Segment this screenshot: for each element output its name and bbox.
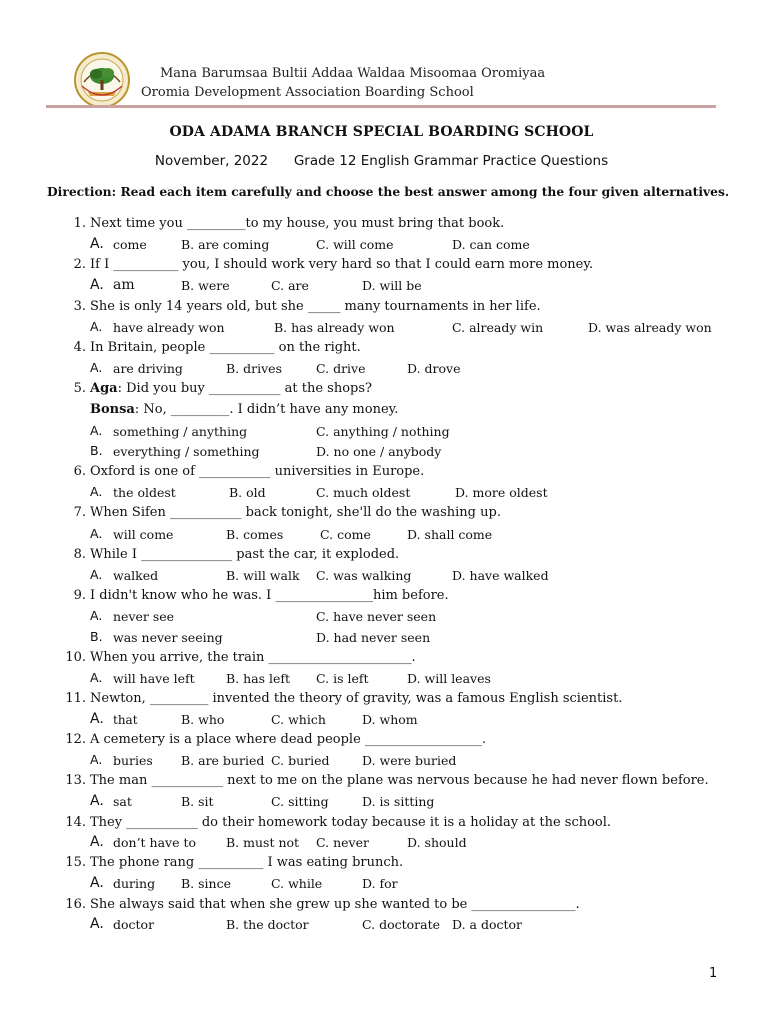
option-b-letter: B.	[90, 443, 103, 458]
exam-date: November, 2022	[154, 153, 269, 169]
question-text: They ___________ do their homework today because it is a holiday at the school.	[90, 815, 612, 830]
question-number: 2.	[73, 257, 86, 272]
option-b: was never seeing	[113, 630, 223, 645]
option-a: during	[113, 876, 156, 891]
question-number: 4.	[73, 340, 86, 355]
option-d: D. more oldest	[455, 485, 548, 500]
option-b: B. will walk	[226, 568, 300, 583]
option-a-letter: A.	[90, 423, 103, 438]
option-a-letter: A.	[90, 319, 103, 334]
option-a-letter: A.	[90, 711, 104, 727]
question-number: 16.	[65, 897, 86, 912]
question-number: 10.	[65, 650, 86, 665]
option-d: D. had never seen	[316, 630, 431, 645]
option-b: B. since	[181, 876, 231, 891]
option-a: something / anything	[113, 424, 248, 439]
question-text: The phone rang __________ I was eating brunch.	[90, 855, 404, 870]
header-divider	[46, 105, 716, 108]
option-c: C. doctorate	[362, 917, 440, 932]
question-number: 3.	[73, 299, 86, 314]
option-a-letter: A.	[90, 875, 104, 891]
option-c: C. was walking	[316, 568, 412, 583]
option-c: C. will come	[316, 237, 394, 252]
option-a-letter: A.	[90, 793, 104, 809]
question-text: I didn't know who he was. I _______________him before.	[90, 588, 449, 603]
question-number: 12.	[65, 732, 86, 747]
dialogue-line: : No, _________. I didn’t have any money.	[134, 402, 399, 417]
speaker-label: Bonsa	[90, 402, 135, 417]
question-number: 1.	[73, 216, 86, 231]
option-c: C. already win	[452, 320, 544, 335]
option-d: D. will leaves	[407, 671, 491, 686]
option-a-letter: A.	[90, 567, 103, 582]
question-text: While I ______________ past the car, it exploded.	[90, 547, 400, 562]
question-text: Next time you _________to my house, you must bring that book.	[90, 216, 505, 231]
question-text: The man ___________ next to me on the plane was nervous because he had never flown before.	[90, 773, 709, 788]
option-d: D. for	[362, 876, 398, 891]
option-b: B. has left	[226, 671, 291, 686]
question-text: If I __________ you, I should work very hard so that I could earn more money.	[90, 257, 594, 272]
option-a: will have left	[113, 671, 195, 686]
option-b: B. the doctor	[226, 917, 309, 932]
option-a: will come	[113, 527, 174, 542]
question-text: A cemetery is a place where dead people __________________.	[90, 732, 487, 747]
option-a: sat	[113, 794, 132, 809]
option-d: D. have walked	[452, 568, 549, 583]
option-c: C. come	[320, 527, 371, 542]
question-number: 15.	[65, 855, 86, 870]
option-c: C. have never seen	[316, 609, 437, 624]
option-a: walked	[113, 568, 159, 583]
question-number: 13.	[65, 773, 86, 788]
option-b: B. sit	[181, 794, 214, 809]
option-d: D. can come	[452, 237, 530, 252]
option-a-letter: A.	[90, 752, 103, 767]
option-a: never see	[113, 609, 175, 624]
question-number: 11.	[65, 691, 86, 706]
option-a: have already won	[113, 320, 225, 335]
option-a-letter: A.	[90, 608, 103, 623]
option-a-letter: A.	[90, 236, 104, 252]
option-a-letter: A.	[90, 916, 104, 932]
header-oromo-name: Mana Barumsaa Bultii Addaa Waldaa Misoomaa Oromiyaa	[160, 66, 546, 81]
option-b: B. must not	[226, 835, 300, 850]
option-b: B. drives	[226, 361, 282, 376]
option-d: D. was already won	[588, 320, 712, 335]
exam-subtitle	[0, 153, 763, 169]
option-a-letter: A.	[90, 670, 103, 685]
option-d: D. were buried	[362, 753, 457, 768]
option-d: D. is sitting	[362, 794, 435, 809]
question-number: 6.	[73, 464, 86, 479]
question-number: 5.	[73, 381, 86, 396]
option-a: doctor	[113, 917, 155, 932]
school-logo	[74, 52, 130, 108]
option-a: come	[113, 237, 147, 252]
question-text: Oxford is one of ___________ universities in Europe.	[90, 464, 425, 479]
exam-grade-title: Grade 12 English Grammar Practice Questions	[293, 153, 609, 169]
option-a: am	[113, 277, 135, 293]
question-text: She always said that when she grew up she wanted to be ________________.	[90, 897, 580, 912]
option-a-letter: A.	[90, 360, 103, 375]
option-b: B. are buried	[181, 753, 265, 768]
question-text	[90, 381, 372, 396]
speaker-label: Aga	[90, 381, 118, 396]
page-number: 1	[709, 966, 718, 981]
question-number: 9.	[73, 588, 86, 603]
option-c: C. much oldest	[316, 485, 411, 500]
option-d: D. will be	[362, 278, 422, 293]
option-b: B. who	[181, 712, 225, 727]
option-a: are driving	[113, 361, 183, 376]
question-number: 14.	[65, 815, 86, 830]
school-title: ODA ADAMA BRANCH SPECIAL BOARDING SCHOOL	[169, 124, 594, 140]
directions: Direction: Read each item carefully and choose the best answer among the four given alternatives.	[47, 184, 730, 199]
option-c: C. are	[271, 278, 309, 293]
header-english-name: Oromia Development Association Boarding School	[141, 85, 474, 100]
question-text: When Sifen ___________ back tonight, she'll do the washing up.	[90, 505, 501, 520]
question-text: In Britain, people __________ on the right.	[90, 340, 361, 355]
option-a: the oldest	[113, 485, 176, 500]
option-b: B. has already won	[274, 320, 395, 335]
option-b-letter: B.	[90, 629, 103, 644]
question-text: She is only 14 years old, but she _____ many tournaments in her life.	[90, 299, 541, 314]
dialogue-line: : Did you buy ___________ at the shops?	[117, 381, 372, 396]
option-d: D. shall come	[407, 527, 493, 542]
option-b: B. were	[181, 278, 230, 293]
option-b: everything / something	[113, 444, 260, 459]
option-c: C. buried	[271, 753, 330, 768]
question-text	[90, 402, 398, 417]
question-text: When you arrive, the train ______________________.	[90, 650, 416, 665]
option-b: B. are coming	[181, 237, 270, 252]
option-a-letter: A.	[90, 277, 104, 293]
option-c: C. never	[316, 835, 369, 850]
option-a: that	[113, 713, 138, 727]
option-d: D. drove	[407, 361, 461, 376]
option-a: buries	[113, 753, 153, 768]
option-c: C. sitting	[271, 794, 329, 809]
option-d: D. whom	[362, 712, 418, 727]
option-d: D. a doctor	[452, 917, 523, 932]
option-a-letter: A.	[90, 484, 103, 499]
option-a-letter: A.	[90, 834, 104, 850]
option-b: B. old	[229, 485, 266, 500]
question-text: Newton, _________ invented the theory of gravity, was a famous English scientist.	[90, 691, 623, 706]
option-c: C. anything / nothing	[316, 424, 450, 439]
question-number: 8.	[73, 547, 86, 562]
option-d: D. no one / anybody	[316, 444, 442, 459]
option-c: C. which	[271, 712, 326, 727]
option-d: D. should	[407, 835, 467, 850]
option-c: C. is left	[316, 671, 369, 686]
option-a: don’t have to	[113, 835, 197, 850]
option-c: C. drive	[316, 361, 366, 376]
option-a-letter: A.	[90, 526, 103, 541]
option-c: C. while	[271, 876, 323, 891]
question-number: 7.	[73, 505, 86, 520]
option-b: B. comes	[226, 527, 284, 542]
